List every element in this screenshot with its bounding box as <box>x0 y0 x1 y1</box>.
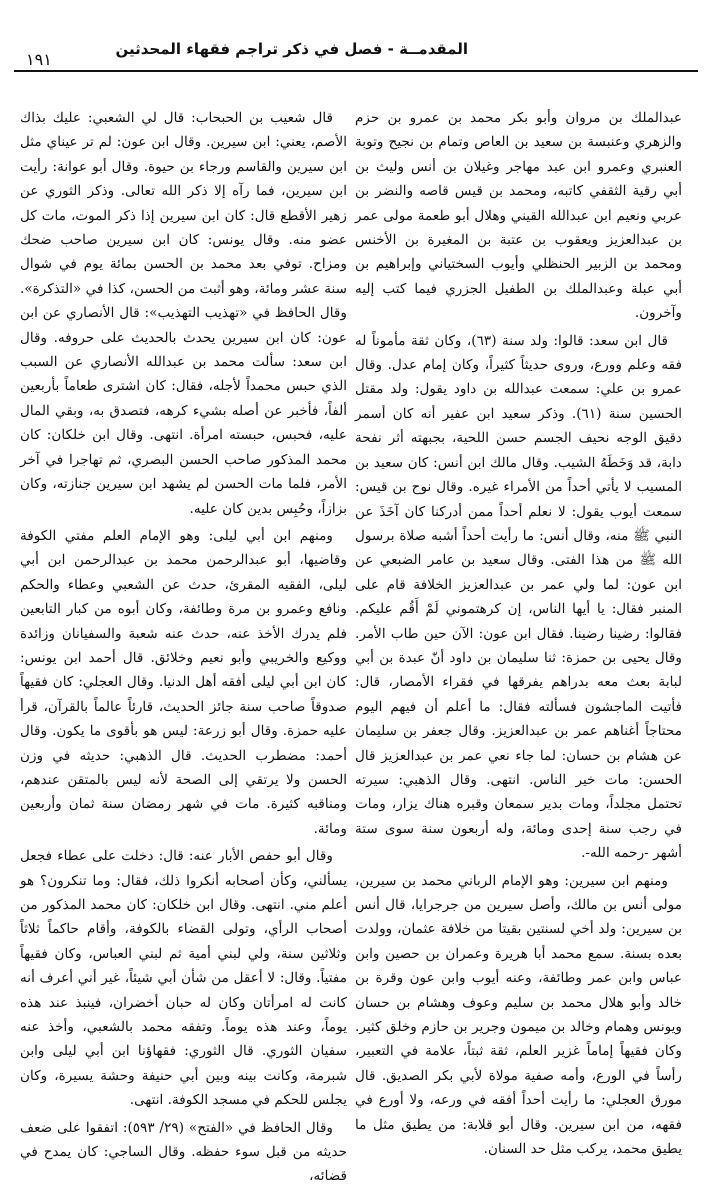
right-column <box>355 106 682 1158</box>
left-column <box>20 106 347 1185</box>
paragraph: عبدالملك بن مروان وأبو بكر محمد بن عمرو بن حزم والزهري وعنبسة بن سعيد بن العاص وتمام بن نجيح وتوبة العنبري وعمرو ابن عبد مهاجر وغيلان بن أنس وليث بن أبي رقية الثقفي كاتبه، ومحمد بن قيس قاصه والنضر بن عربي ونعيم ابن عبدالله القيني وهلال أبو طعمة مولى عمر بن عبدالعزيز ويعقوب بن عتبة بن المغيرة بن الأخنس ومحمد بن الزبير الحنظلي وأيوب السختياني وإبراهيم بن أبي عبلة وعبدالملك بن الطفيل الجزري فيما كتب إليه وآخرون. <box>355 110 682 322</box>
paragraph: ومنهم ابن أبي ليلى: وهو الإمام العلم مفتي الكوفة وقاضيها، أبو عبدالرحمن محمد بن عبدالرحمن ابن أبي ليلى، الفقيه المقرئ، حدث عن الشعبي وعطاء والحكم ونافع وعمرو بن مرة وطائفة، وكان أبوه من كبار التابعين فلم يدرك الأخذ عنه، حدث عنه شعبة والسفيانان وزائدة ووكيع والخريبي وأبو نعيم وخلائق. قال أحمد ابن يونس: كان ابن أبي ليلى أفقه أهل الدنيا. وقال العجلي: كان فقيهاً صدوقاً صاحب سنة جائز الحديث، قارئاً عالماً بالقرآن، قرأ عليه حمزة. وقال أبو زرعة: ليس هو بأقوى ما يكون. وقال أحمد: مضطرب الحديث. قال الذهبي: حديثه في وزن الحسن ولا يرتقي إلى الصحة لأنه ليس بالمتقن عندهم، ومناقبه كثيرة. مات في شهر رمضان سنة ثمان وأربعين ومائة. <box>20 527 347 837</box>
page-title: المقدمــة - فصل في ذكر تراجم فقهاء المحدثين <box>115 40 468 58</box>
paragraph: وقال أبو حفص الأبار عنه: قال: دخلت على عطاء فجعل يسألني، وكأن أصحابه أنكروا ذلك، فقال: وما تنكرون؟ هو أعلم مني. انتهى. وقال ابن خلكان: كان محمد المذكور من أصحاب الرأي، وتولى القضاء بالكوفة، وأقام حاكماً ثلاثاً وثلاثين سنة، ولي لبني أمية ثم لبني العباس، وكان فقيهاً مفتياً. وقال: لا أعقل من شأن أبي شيئاً، غير أني أعرف أنه كانت له امرأتان وكان له حبان أخضران، فينبذ عند هذه يوماً، وعند هذه يوماً. وتفقه محمد بالشعبي، وأخذ عنه سفيان الثوري. قال الثوري: فقهاؤنا ابن أبي ليلى وابن شبرمة، وكانت بينه وبين أبي حنيفة وحشة يسيرة، وكان يجلس للحكم في مسجد الكوفة. انتهى. <box>20 848 347 1109</box>
paragraph: وقال الحافظ في «الفتح» (٢٩/ ٥٩٣): اتفقوا على ضعف حديثه من قبل سوء حفظه. وقال الساجي: كان يمدح في قضائه، <box>20 1119 347 1185</box>
paragraph: ومنهم ابن سيرين: وهو الإمام الرباني محمد بن سيرين، مولى أنس بن مالك، وأصل سيرين من جرجرايا، قال أنس بن سيرين: ولد أخي لسنتين بقيتا من خلافة عثمان، وولدت بعده بسنة. سمع محمد أبا هريرة وعمران بن حصين وابن عباس وابن عمر وطائفة، وعنه أيوب وابن عون وقرة بن خالد وأبو هلال محمد بن سليم وعوف وهشام بن حسان ويونس وهمام وخالد بن ميمون وجرير بن حازم وخلق كثير. وكان فقيهاً إماماً غزير العلم، ثقة ثبتاً، علامة في التعبير، رأساً في الورع، وأمه صفية مولاة لأبي بكر الصديق. قال مورق العجلي: ما رأيت أحداً أفقه في ورعه، ولا أورع في فقهه، من ابن سيرين. وقال أبو قلابة: من يطيق مثل ما يطيق محمد، يركب مثل حد السنان. <box>355 872 682 1158</box>
page-header <box>14 34 698 72</box>
paragraph: قال ابن سعد: قالوا: ولد سنة (٦٣)، وكان ثقة مأموناً له فقه وعلم وورع، وروى حديثاً كثيراً، وكان إمام عدل. وقال عمرو بن علي: سمعت عبدالله بن داود يقول: ولد مقتل الحسين سنة (٦١). وذكر سعيد ابن عفير أنه كان أسمر دقيق الوجه نحيف الجسم حسن اللحية، بجبهته أثر نفحة دابة، قد وَخَطَهُ الشيب. وقال مالك ابن أنس: كان سعيد بن المسيب لا يأتي أحداً من الأمراء غيره. وقال نوح بن قيس: سمعت أيوب يقول: لا نعلم أحداً ممن أدركنا كان آخَذَ عن النبي ﷺ منه، وقال أنس: ما رأيت أحداً أشبه صلاة برسول الله ﷺ من هذا الفتى. وقال سعيد بن عامر الضبعي عن ابن عون: لما ولي عمر بن عبدالعزيز الخلافة قام على المنبر فقال: يا أيها الناس، إن كرهتموني لَمْ أَقُم عليكم. فقالوا: رضينا رضينا. فقال ابن عون: الآن حين طاب الأمر. وقال يحيى بن حمزة: ثنا سليمان بن داود أنّ عبدة بن أبي لبابة بعث معه بدراهم يفرقها في فقراء الأمصار، قال: فأتيت الماجشون فسألته فقال: ما أعلم أن فيهم اليوم محتاجاً أغناهم عمر بن عبدالعزيز. وقال جعفر بن سليمان عن هشام بن حسان: لما جاء نعي عمر بن عبدالعزيز قال الحسن: مات خير الناس. انتهى. وقال الذهبي: سيرته تحتمل مجلداً، ومات بدير سمعان وقبره هناك يزار، ومات في رجب سنة إحدى ومائة، وله أربعون سنة سوى ستة أشهر -رحمه الله-. <box>355 332 682 862</box>
paragraph: قال شعيب بن الحبحاب: قال لي الشعبي: عليك بذاك الأصم، يعني: ابن سيرين. وقال ابن عون: لم تر عيناي مثل ابن سيرين والقاسم ورجاء بن حيوة. وقال أبو عوانة: رأيت ابن سيرين، فما رآه إلا ذكر الله تعالى. وذكر الثوري عن زهير الأقطع قال: كان ابن سيرين إذا ذكر الموت، مات كل عضو منه. وقال يونس: كان ابن سيرين صاحب ضحك ومزاح. توفي بعد محمد بن الحسن بمائة يوم في شوال سنة عشر ومائة، وهو أثبت من الحسن، كذا في «التذكرة». وقال الحافظ في «تهذيب التهذيب»: قال الأنصاري عن ابن عون: كان ابن سيرين يحدث بالحديث على حروفه. وقال ابن سعد: سألت محمد بن عبدالله الأنصاري عن السبب الذي حبس محمداً لأجله، فقال: كان اشترى طعاماً بأربعين ألفاً، فأخبر عن أصله بشيء كرهه، فتصدق به، وبقي المال عليه، فحبس، حبسته امرأة. انتهى. وقال ابن خلكان: كان محمد المذكور صاحب الحسن البصري، ثم تهاجرا في آخر الأمر، فلما مات الحسن لم يشهد ابن سيرين جنازته، وكان بزازاً، وحُبِس بدين كان عليه. <box>20 110 347 517</box>
page-number: ١٩١ <box>26 50 52 69</box>
